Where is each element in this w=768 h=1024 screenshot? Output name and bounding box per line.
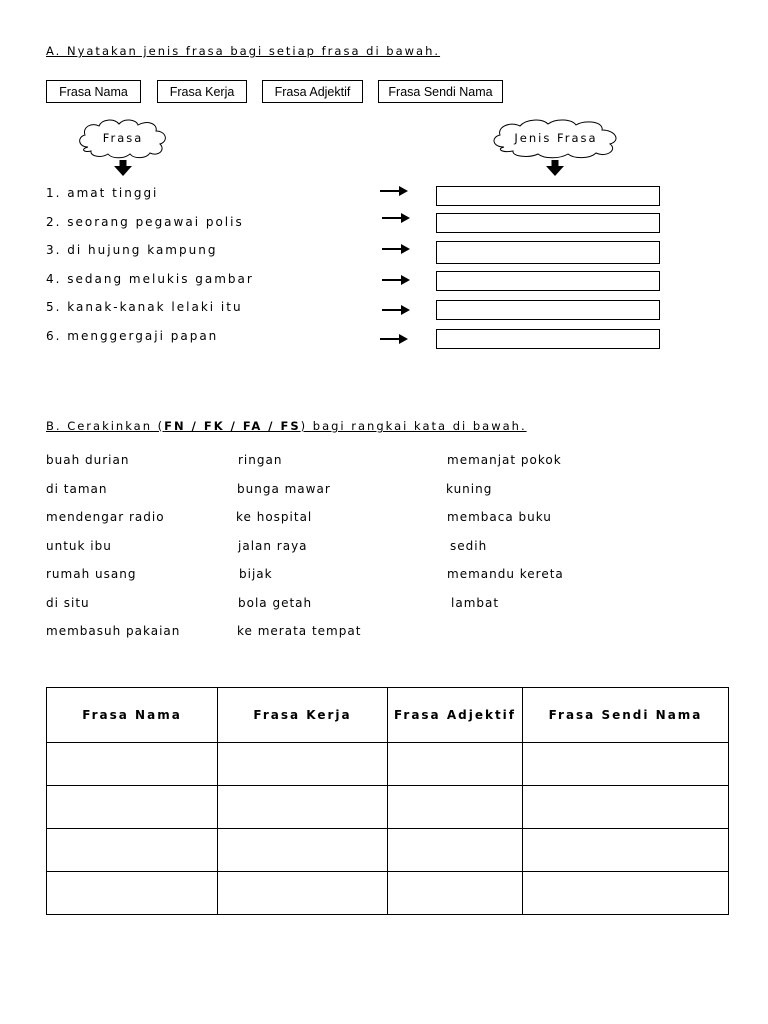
right-arrow-icon <box>382 213 410 223</box>
jenis-frasa-cloud-label: Jenis Frasa <box>514 131 598 145</box>
table-cell[interactable] <box>47 829 218 872</box>
answer-table <box>46 687 729 915</box>
table-cell[interactable] <box>523 829 729 872</box>
word-item: buah durian <box>46 453 130 467</box>
option-frasa-kerja: Frasa Kerja <box>157 80 247 103</box>
word-item: di situ <box>46 596 90 610</box>
table-cell[interactable] <box>218 829 388 872</box>
word-item: kuning <box>446 482 493 496</box>
header-frasa-adjektif: Frasa Adjektif <box>388 688 523 743</box>
down-arrow-icon <box>546 160 564 176</box>
word-item: bola getah <box>238 596 313 610</box>
table-cell[interactable] <box>47 743 218 786</box>
word-item: bijak <box>239 567 273 581</box>
table-cell[interactable] <box>218 786 388 829</box>
answer-box-4[interactable] <box>436 271 660 291</box>
word-item: di taman <box>46 482 108 496</box>
answer-box-5[interactable] <box>436 300 660 320</box>
word-item: membaca buku <box>447 510 552 524</box>
table-row <box>47 786 729 829</box>
word-item: rumah usang <box>46 567 137 581</box>
table-header-row <box>47 688 729 743</box>
answer-box-2[interactable] <box>436 213 660 233</box>
frasa-cloud-label: Frasa <box>102 131 144 145</box>
word-item: membasuh pakaian <box>46 624 181 638</box>
right-arrow-icon <box>382 275 410 285</box>
table-cell[interactable] <box>388 743 523 786</box>
word-item: untuk ibu <box>46 539 112 553</box>
section-b-heading-suffix: ) bagi rangkai kata di bawah. <box>300 419 527 433</box>
section-b-heading <box>46 419 527 433</box>
right-arrow-icon <box>382 305 410 315</box>
question-3: 3. di hujung kampung <box>46 243 218 257</box>
word-item: bunga mawar <box>237 482 331 496</box>
header-frasa-kerja: Frasa Kerja <box>218 688 388 743</box>
word-item: ke merata tempat <box>237 624 362 638</box>
right-arrow-icon <box>380 334 408 344</box>
table-cell[interactable] <box>523 743 729 786</box>
question-6: 6. menggergaji papan <box>46 329 219 343</box>
word-item: memanjat pokok <box>447 453 562 467</box>
section-b-heading-codes: FN / FK / FA / FS <box>164 419 301 433</box>
answer-box-1[interactable] <box>436 186 660 206</box>
header-frasa-sendi-nama: Frasa Sendi Nama <box>523 688 729 743</box>
question-2: 2. seorang pegawai polis <box>46 215 244 229</box>
right-arrow-icon <box>382 244 410 254</box>
table-row <box>47 872 729 915</box>
word-item: ringan <box>238 453 283 467</box>
section-b-heading-prefix: B. Cerakinkan ( <box>46 419 165 433</box>
table-cell[interactable] <box>388 829 523 872</box>
section-a-heading: A. Nyatakan jenis frasa bagi setiap frasa di bawah. <box>46 44 441 58</box>
table-cell[interactable] <box>218 743 388 786</box>
table-cell[interactable] <box>218 872 388 915</box>
question-1: 1. amat tinggi <box>46 186 159 200</box>
option-frasa-sendi-nama: Frasa Sendi Nama <box>378 80 503 103</box>
table-cell[interactable] <box>47 786 218 829</box>
frasa-cloud <box>74 117 172 159</box>
option-frasa-adjektif: Frasa Adjektif <box>262 80 363 103</box>
table-cell[interactable] <box>388 786 523 829</box>
option-frasa-nama: Frasa Nama <box>46 80 141 103</box>
table-row <box>47 829 729 872</box>
word-item: mendengar radio <box>46 510 165 524</box>
table-row <box>47 743 729 786</box>
question-4: 4. sedang melukis gambar <box>46 272 254 286</box>
word-item: ke hospital <box>236 510 313 524</box>
down-arrow-icon <box>114 160 132 176</box>
table-cell[interactable] <box>523 786 729 829</box>
answer-box-3[interactable] <box>436 241 660 264</box>
word-item: sedih <box>450 539 488 553</box>
table-cell[interactable] <box>47 872 218 915</box>
word-item: memandu kereta <box>447 567 564 581</box>
question-5: 5. kanak-kanak lelaki itu <box>46 300 243 314</box>
right-arrow-icon <box>380 186 408 196</box>
table-cell[interactable] <box>388 872 523 915</box>
jenis-frasa-cloud <box>488 117 624 159</box>
answer-box-6[interactable] <box>436 329 660 349</box>
word-item: lambat <box>451 596 500 610</box>
header-frasa-nama: Frasa Nama <box>47 688 218 743</box>
table-cell[interactable] <box>523 872 729 915</box>
word-item: jalan raya <box>238 539 308 553</box>
